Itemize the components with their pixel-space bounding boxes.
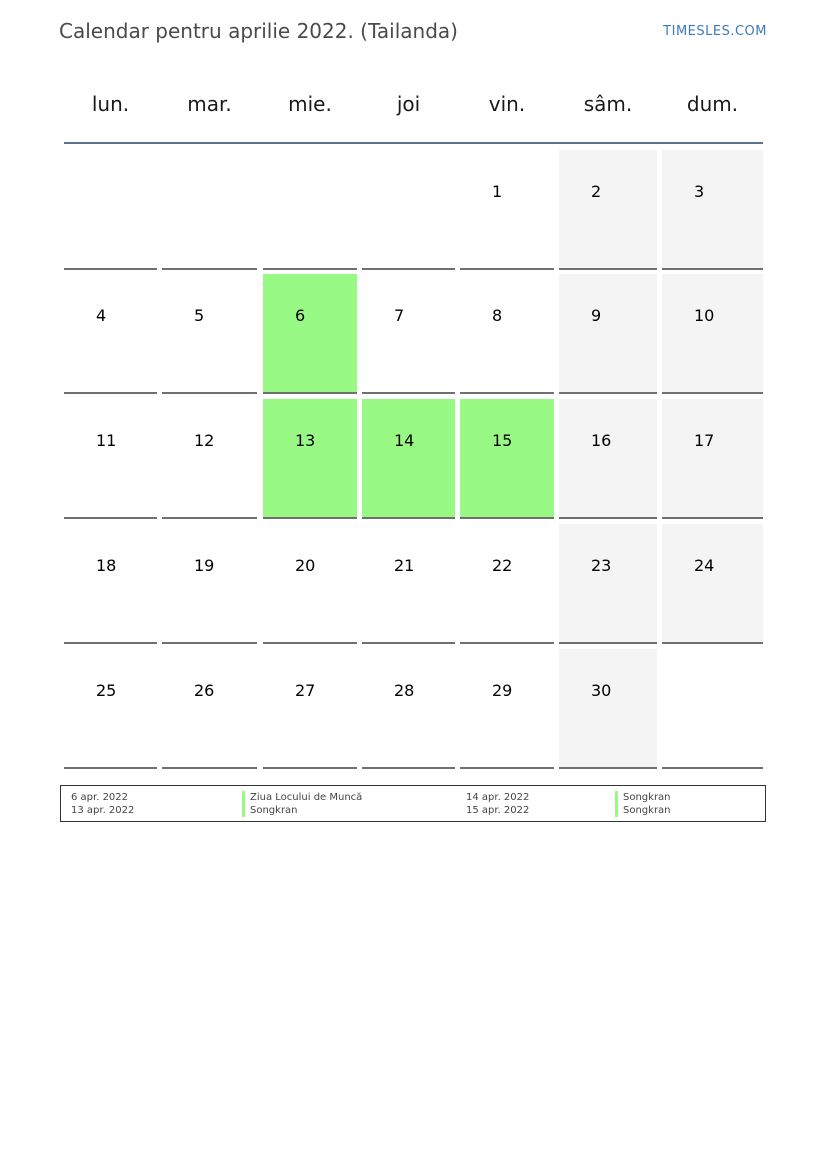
day-cell (362, 524, 455, 644)
weekday-label: sâm. (583, 92, 633, 116)
legend-holiday-name: Songkran (615, 804, 671, 817)
day-cell (263, 150, 357, 270)
day-number: 20 (295, 556, 316, 575)
day-cell (662, 524, 763, 644)
cell-divider (559, 642, 657, 644)
site-logo[interactable]: TIMESLES.COM (663, 24, 767, 39)
day-cell (263, 524, 357, 644)
legend-date: 6 apr. 2022 (71, 792, 129, 803)
cell-divider (162, 392, 257, 394)
weekday-label: joi (396, 92, 421, 116)
legend-holiday-name: Songkran (615, 791, 671, 804)
day-number: 1 (492, 182, 503, 201)
weekday-label: vin. (488, 92, 526, 116)
cell-divider (362, 392, 455, 394)
day-number: 29 (492, 681, 513, 700)
day-cell (362, 150, 455, 270)
day-number: 27 (295, 681, 316, 700)
legend-date: 13 apr. 2022 (71, 805, 135, 816)
cell-divider (460, 642, 554, 644)
page-title: Calendar pentru aprilie 2022. (Tailanda) (59, 19, 458, 43)
day-cell (460, 524, 554, 644)
day-number: 13 (295, 431, 316, 450)
day-number: 24 (694, 556, 715, 575)
legend-holiday-name: Ziua Locului de Muncă (242, 791, 362, 804)
day-cell (559, 399, 657, 519)
day-cell (263, 399, 357, 519)
day-cell (662, 150, 763, 270)
day-number: 5 (194, 306, 205, 325)
cell-divider (263, 268, 357, 270)
cell-divider (64, 392, 157, 394)
day-cell (263, 274, 357, 394)
day-number: 11 (96, 431, 117, 450)
day-number: 8 (492, 306, 503, 325)
day-cell (559, 274, 657, 394)
day-number: 19 (194, 556, 215, 575)
cell-divider (662, 268, 763, 270)
day-cell (162, 399, 257, 519)
cell-divider (559, 268, 657, 270)
day-number: 23 (591, 556, 612, 575)
cell-divider (662, 642, 763, 644)
day-number: 26 (194, 681, 215, 700)
weekday-label: mie. (288, 92, 332, 116)
cell-divider (64, 517, 157, 519)
cell-divider (460, 517, 554, 519)
cell-divider (162, 642, 257, 644)
day-cell (662, 649, 763, 769)
cell-divider (263, 517, 357, 519)
day-cell (64, 150, 157, 270)
day-cell (559, 150, 657, 270)
day-cell (460, 649, 554, 769)
day-cell (263, 649, 357, 769)
day-cell (64, 649, 157, 769)
legend-date: 14 apr. 2022 (466, 792, 530, 803)
day-number: 30 (591, 681, 612, 700)
cell-divider (362, 767, 455, 769)
day-cell (662, 399, 763, 519)
day-number: 3 (694, 182, 705, 201)
cell-divider (263, 392, 357, 394)
cell-divider (662, 767, 763, 769)
day-number: 16 (591, 431, 612, 450)
weekday-label: mar. (187, 92, 232, 116)
weekday-label: lun. (91, 92, 130, 116)
cell-divider (559, 392, 657, 394)
day-number: 22 (492, 556, 513, 575)
day-number: 28 (394, 681, 415, 700)
weekday-label: dum. (686, 92, 739, 116)
day-cell (162, 524, 257, 644)
day-cell (362, 649, 455, 769)
day-cell (362, 399, 455, 519)
day-number: 6 (295, 306, 306, 325)
cell-divider (362, 642, 455, 644)
day-cell (460, 274, 554, 394)
day-number: 9 (591, 306, 602, 325)
cell-divider (559, 767, 657, 769)
day-cell (559, 649, 657, 769)
day-cell (460, 399, 554, 519)
cell-divider (263, 767, 357, 769)
cell-divider (662, 392, 763, 394)
day-number: 18 (96, 556, 117, 575)
cell-divider (662, 517, 763, 519)
day-cell (460, 150, 554, 270)
cell-divider (162, 767, 257, 769)
day-cell (64, 399, 157, 519)
cell-divider (162, 268, 257, 270)
day-cell (559, 524, 657, 644)
cell-divider (460, 392, 554, 394)
day-cell (64, 524, 157, 644)
day-cell (662, 274, 763, 394)
cell-divider (559, 517, 657, 519)
day-cell (64, 274, 157, 394)
cell-divider (64, 767, 157, 769)
day-number: 14 (394, 431, 415, 450)
legend-holiday-name: Songkran (242, 804, 298, 817)
day-number: 7 (394, 306, 405, 325)
cell-divider (162, 517, 257, 519)
cell-divider (64, 268, 157, 270)
day-cell (362, 274, 455, 394)
day-number: 17 (694, 431, 715, 450)
cell-divider (460, 767, 554, 769)
day-number: 2 (591, 182, 602, 201)
legend-date: 15 apr. 2022 (466, 805, 530, 816)
cell-divider (362, 268, 455, 270)
day-cell (162, 150, 257, 270)
day-number: 21 (394, 556, 415, 575)
day-cell (162, 274, 257, 394)
day-cell (162, 649, 257, 769)
cell-divider (64, 642, 157, 644)
day-number: 4 (96, 306, 107, 325)
cell-divider (362, 517, 455, 519)
holiday-legend (60, 785, 766, 822)
day-number: 15 (492, 431, 513, 450)
cell-divider (263, 642, 357, 644)
day-number: 10 (694, 306, 715, 325)
day-number: 25 (96, 681, 117, 700)
day-number: 12 (194, 431, 215, 450)
cell-divider (460, 268, 554, 270)
